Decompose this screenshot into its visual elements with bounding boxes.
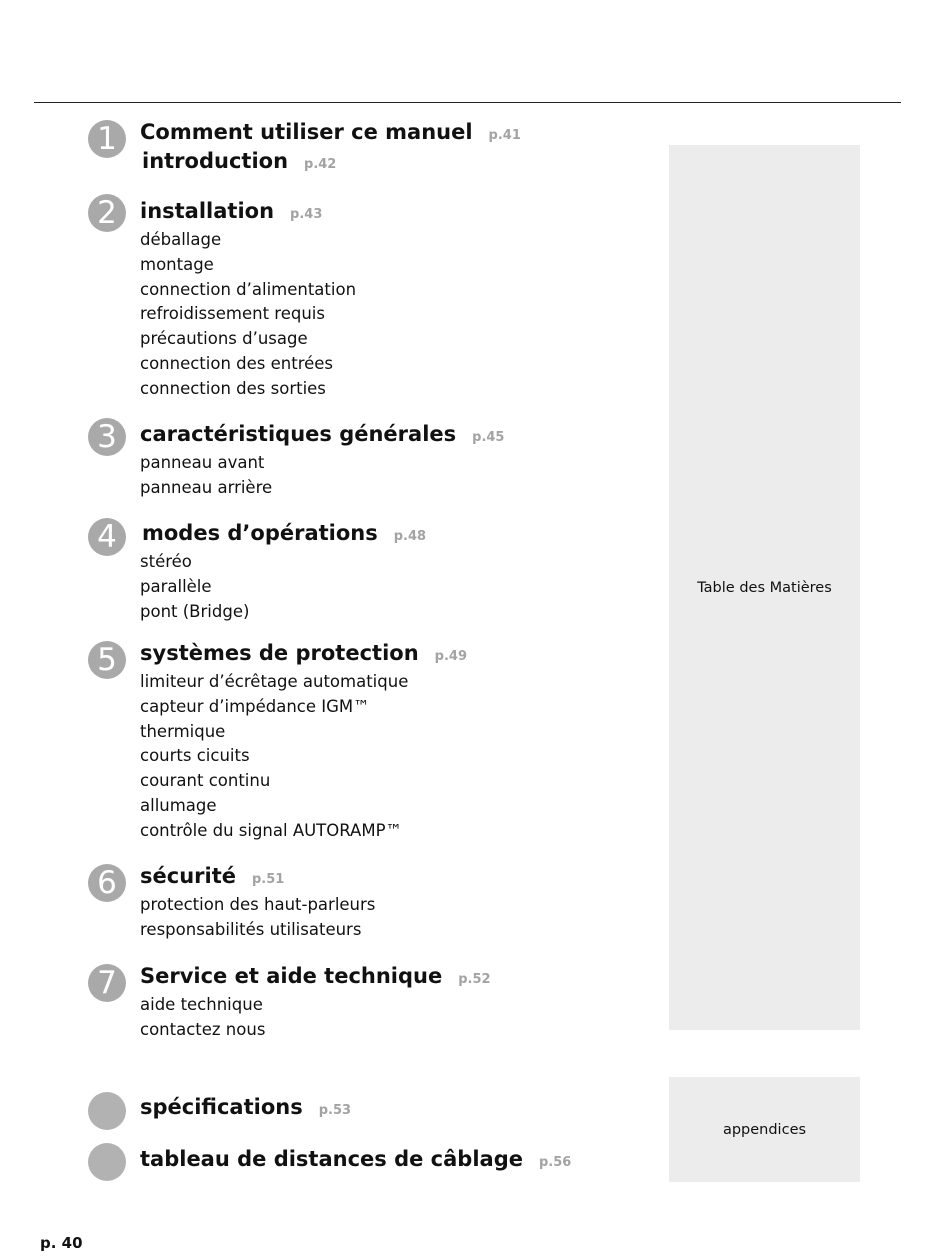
subsection-item[interactable]: connection des sorties	[140, 378, 326, 398]
subsection-item[interactable]: aide technique	[140, 995, 263, 1014]
section-title[interactable]: modes d’opérations	[142, 521, 378, 545]
subsection-item[interactable]: capteur d’impédance IGM™	[140, 696, 370, 716]
page-reference[interactable]: p.43	[290, 207, 323, 222]
toc-sidebar-panel	[669, 145, 860, 1030]
section-title[interactable]: installation	[140, 199, 275, 223]
subsection-item[interactable]: protection des haut-parleurs	[140, 895, 376, 914]
section-number-badge: 5	[88, 641, 126, 679]
section-number-badge: 3	[88, 418, 126, 456]
section-title[interactable]: sécurité	[140, 864, 236, 888]
section-number-badge: 6	[88, 864, 126, 902]
subsection-item[interactable]: stéréo	[140, 552, 192, 571]
subsection-list	[140, 550, 426, 624]
section-title[interactable]: Service et aide technique	[140, 964, 443, 988]
toc-sidebar-label: Table des Matières	[697, 579, 832, 596]
subsection-item[interactable]: panneau avant	[140, 453, 265, 472]
subsection-list	[140, 228, 356, 402]
page-reference[interactable]: p.56	[538, 1155, 572, 1170]
subsection-item[interactable]: contactez nous	[140, 1019, 266, 1039]
section-title[interactable]: caractéristiques générales	[140, 422, 457, 446]
appendices-sidebar-label: appendices	[722, 1121, 807, 1138]
subsection-list	[140, 993, 491, 1043]
subsection-item[interactable]: pont (Bridge)	[140, 601, 250, 621]
subsection-list	[140, 451, 504, 501]
subsection-item[interactable]: responsabilités utilisateurs	[140, 919, 362, 939]
subsection-item[interactable]: refroidissement requis	[140, 304, 325, 324]
page-reference[interactable]: p.45	[472, 430, 505, 445]
section-number-badge: 2	[88, 194, 126, 232]
appendix-title[interactable]: spécifications	[140, 1095, 303, 1119]
page-reference[interactable]: p.52	[458, 972, 491, 987]
subsection-item[interactable]: allumage	[140, 795, 217, 815]
page-number: p. 40	[40, 1234, 83, 1252]
subsection-item[interactable]: contrôle du signal AUTORAMP™	[140, 820, 403, 840]
appendix-bullet	[88, 1092, 126, 1130]
subsection-item[interactable]: limiteur d’écrêtage automatique	[140, 672, 409, 691]
section-title[interactable]: systèmes de protection	[140, 641, 419, 665]
appendix-title[interactable]: tableau de distances de câblage	[140, 1147, 523, 1171]
page-reference[interactable]: p.41	[488, 128, 521, 143]
subsection-item[interactable]: courant continu	[140, 771, 271, 791]
section-title[interactable]: introduction	[142, 149, 289, 173]
section-title[interactable]: Comment utiliser ce manuel	[140, 120, 473, 144]
header-rule	[34, 102, 901, 103]
appendices-sidebar-panel	[669, 1077, 860, 1182]
subsection-list	[140, 670, 467, 844]
section-number-badge: 7	[88, 964, 126, 1002]
subsection-item[interactable]: déballage	[140, 230, 222, 249]
section-number-badge: 1	[88, 120, 126, 158]
page-reference[interactable]: p.49	[434, 649, 467, 664]
page-reference[interactable]: p.48	[393, 529, 427, 544]
page-reference[interactable]: p.53	[318, 1103, 352, 1118]
section-number-badge: 4	[88, 518, 126, 556]
subsection-list	[140, 893, 375, 943]
subsection-item[interactable]: précautions d’usage	[140, 329, 308, 349]
page-reference[interactable]: p.51	[251, 872, 285, 887]
appendix-bullet	[88, 1143, 126, 1181]
subsection-item[interactable]: connection des entrées	[140, 353, 334, 373]
subsection-item[interactable]: montage	[140, 254, 214, 274]
page-reference[interactable]: p.42	[304, 157, 337, 172]
subsection-item[interactable]: panneau arrière	[140, 477, 273, 497]
subsection-item[interactable]: thermique	[140, 721, 226, 741]
subsection-item[interactable]: connection d’alimentation	[140, 279, 357, 299]
subsection-item[interactable]: courts cicuits	[140, 746, 250, 766]
subsection-item[interactable]: parallèle	[140, 576, 212, 596]
